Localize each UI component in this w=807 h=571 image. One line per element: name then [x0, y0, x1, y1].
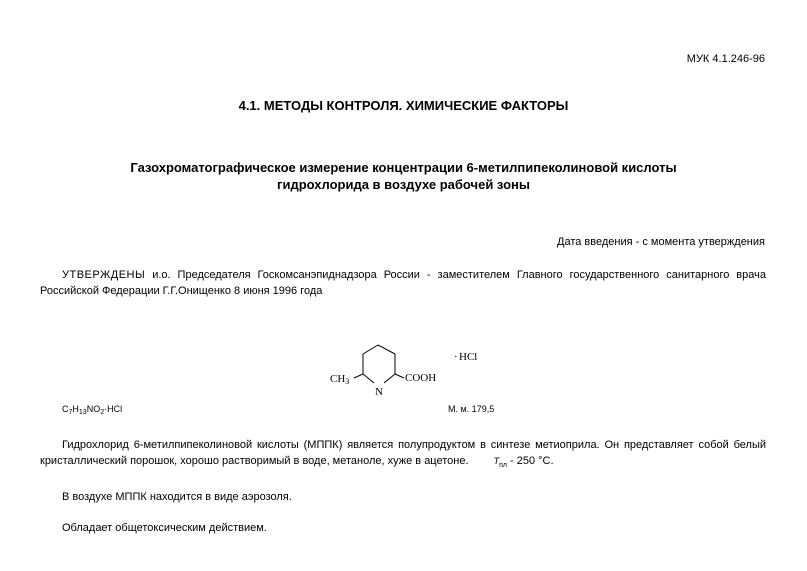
description-paragraph: [40, 437, 766, 474]
approval-heading: УТВЕРЖДЕНЫ: [62, 269, 146, 281]
molar-mass: М. м. 179,5: [448, 404, 495, 414]
methyl-group-label: CH3: [330, 373, 350, 386]
melting-point-symbol: $T_{пл}$: [493, 456, 507, 469]
nitrogen-label: N: [375, 386, 383, 398]
section-title: 4.1. МЕТОДЫ КОНТРОЛЯ. ХИМИЧЕСКИЕ ФАКТОРЫ: [238, 98, 569, 113]
document-title-line-2: гидрохлорида в воздухе рабочей зоны: [277, 177, 530, 192]
aerosol-paragraph: В воздухе МППК находится в виде аэрозоля.: [62, 491, 292, 503]
approval-text: и.о. Председателя Госкомсанэпиднадзора России - заместителем Главного государственного санитарного врача Российской Федерации Г.Г.Онищенко 8 июня 1996 года: [40, 269, 766, 297]
document-code: МУК 4.1.246-96: [686, 53, 765, 65]
approval-paragraph: [40, 267, 766, 299]
document-title-line-1: Газохроматографическое измерение концентрации 6-метилпипеколиновой кислоты: [130, 160, 677, 175]
hcl-dot: ·: [454, 351, 458, 363]
melting-point-value: - 250 °С.: [506, 455, 554, 467]
document-title: [0, 159, 807, 193]
toxicity-paragraph: Обладает общетоксическим действием.: [62, 522, 267, 534]
hcl-label: HCl: [459, 351, 478, 363]
description-text: Гидрохлорид 6-метилпипеколиновой кислоты (МППК) является полупродуктом в синтезе метиоприла. Он представляет собой белый кристаллический порошок, хорошо растворимый в воде, метаноле, хуже в ацетоне.: [40, 439, 766, 467]
carboxyl-group-label: COOH: [405, 372, 437, 384]
molecular-formula: $C_7H_{13}NO_2\cdot HCl$: [62, 404, 123, 416]
structural-formula: [318, 334, 488, 402]
piperidine-ring: [354, 345, 404, 383]
introduction-date: Дата введения - с момента утверждения: [557, 236, 765, 248]
